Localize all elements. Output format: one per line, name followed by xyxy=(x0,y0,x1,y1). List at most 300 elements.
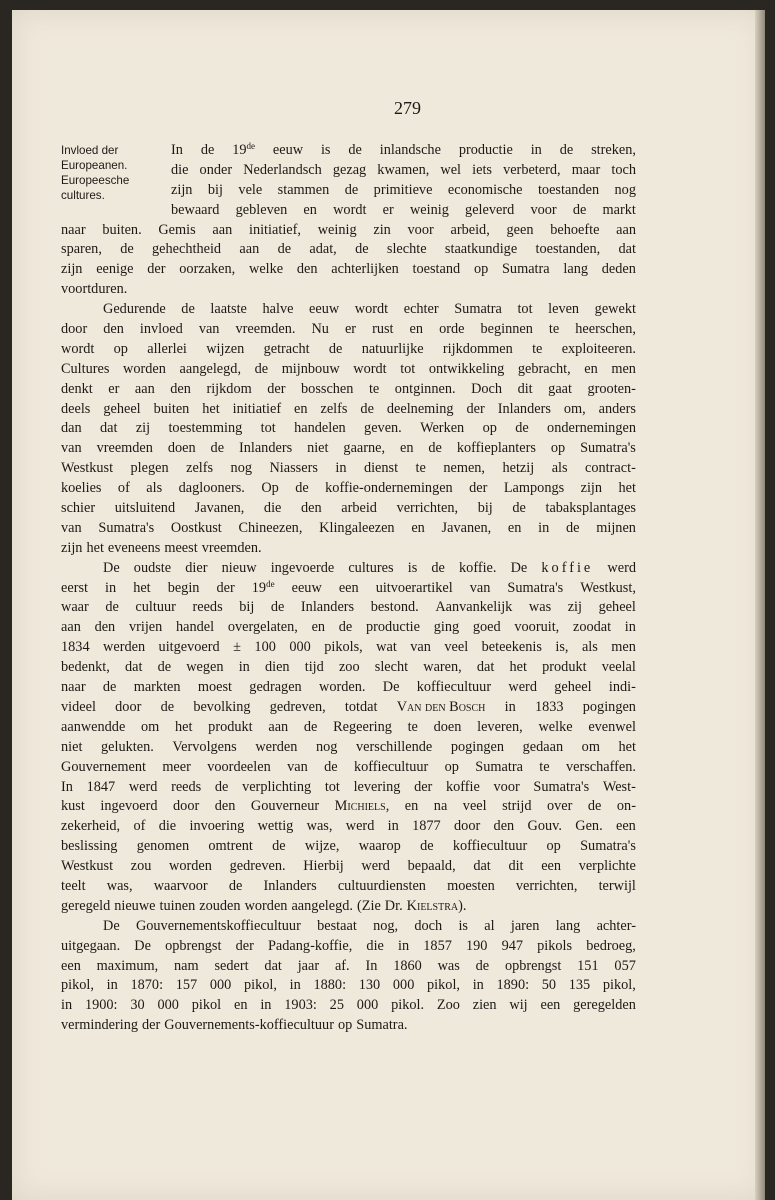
word: zelfs xyxy=(320,400,348,417)
word: de xyxy=(431,559,445,576)
word: reeds xyxy=(171,778,202,795)
text-line xyxy=(61,221,636,241)
word: koffie-ondernemingen xyxy=(325,480,453,497)
word: moesten xyxy=(447,877,495,894)
word: op xyxy=(550,440,566,457)
word: 1880: xyxy=(313,977,347,994)
word: die xyxy=(158,818,177,835)
word: bedroeg, xyxy=(586,937,636,954)
word: der xyxy=(216,579,235,596)
word: was xyxy=(437,957,460,974)
word: 1903: xyxy=(284,997,317,1014)
word: voortduren. xyxy=(61,281,128,298)
text-line xyxy=(61,459,636,479)
word: Klingaleezen xyxy=(319,519,395,536)
word: te xyxy=(539,758,550,775)
word: gedreven, xyxy=(269,698,326,715)
word: toch xyxy=(611,161,636,178)
word: wij xyxy=(509,997,528,1014)
word: vreemden xyxy=(96,440,153,457)
word: om xyxy=(141,718,160,735)
word: streken, xyxy=(591,142,636,158)
word: de xyxy=(428,440,442,457)
text-line xyxy=(61,1016,636,1036)
word: koffiecultuur xyxy=(452,838,528,855)
word: worden xyxy=(244,897,288,914)
word: sparen, xyxy=(61,241,102,258)
word: dat xyxy=(618,241,636,258)
word: op xyxy=(337,1017,353,1034)
word: verschaffen. xyxy=(565,758,636,775)
word: koffiecultuur xyxy=(353,758,429,775)
word: buiten xyxy=(153,400,190,417)
word: Inlanders xyxy=(263,877,317,894)
word: bosschen xyxy=(301,380,354,397)
word: te xyxy=(368,380,380,397)
word: goed xyxy=(472,619,501,636)
word: natuurlijke xyxy=(361,340,424,357)
word: was, xyxy=(306,818,333,835)
word: geheel xyxy=(598,599,636,616)
word: mijnbouw xyxy=(281,360,340,377)
word: gaarne, xyxy=(343,440,386,457)
word: toestemming xyxy=(168,420,243,437)
word: of xyxy=(133,818,146,835)
text-line xyxy=(61,320,636,340)
word: lang xyxy=(563,261,589,278)
word: Javanen, xyxy=(194,500,245,517)
word: initiatief, xyxy=(248,221,301,238)
word: Doch xyxy=(471,380,503,397)
word: de xyxy=(200,142,215,158)
word: leveren, xyxy=(477,718,523,735)
word: den xyxy=(94,619,116,636)
word: tot xyxy=(400,360,416,377)
word: arbeid, xyxy=(450,221,490,238)
word: naar xyxy=(61,679,86,696)
word: moest xyxy=(197,679,232,696)
word: door xyxy=(454,818,481,835)
word: bestond. xyxy=(370,599,419,616)
word: stammen xyxy=(277,181,330,198)
word: verplichte xyxy=(578,858,636,875)
word: 000 xyxy=(289,639,311,656)
word: zijn xyxy=(580,480,603,497)
word: oudste xyxy=(133,559,172,576)
word: in xyxy=(106,977,118,994)
word: waren, xyxy=(423,659,462,676)
word: cultuur xyxy=(135,599,176,616)
word: op xyxy=(444,758,459,775)
word: kust xyxy=(61,798,85,815)
word: denkt xyxy=(61,380,93,397)
word: waar xyxy=(61,599,89,616)
word: totdat xyxy=(344,698,378,715)
word: Lampongs xyxy=(503,480,565,497)
word: maximum, xyxy=(96,957,159,974)
word: wijze, xyxy=(304,838,340,855)
word: Van den Bosch xyxy=(396,698,486,715)
text-line xyxy=(61,598,636,618)
word: en xyxy=(411,519,425,536)
word: de xyxy=(157,659,172,676)
word: zou xyxy=(130,858,152,875)
word: initiatief xyxy=(232,400,282,417)
word: gebleven xyxy=(235,201,288,218)
word: door xyxy=(115,698,142,715)
word: Gouv. xyxy=(527,818,562,835)
word: Westkust, xyxy=(580,579,636,596)
word: vreemden. xyxy=(201,539,262,556)
word: 000 xyxy=(157,997,179,1014)
text-line xyxy=(61,439,636,459)
word: achter- xyxy=(596,917,636,934)
word: waarop xyxy=(358,838,401,855)
word: in xyxy=(238,659,250,676)
word: pikol, xyxy=(244,977,277,994)
word: meer xyxy=(162,758,191,775)
word: van xyxy=(410,639,431,656)
word: jaren xyxy=(510,917,540,934)
word: verrichten, xyxy=(515,877,578,894)
word: aangelegd, xyxy=(179,360,242,377)
word: Gouvernements-koffiecultuur xyxy=(164,1017,334,1034)
word: buiten. xyxy=(102,221,142,238)
word: Sumatra xyxy=(501,261,550,278)
word: 1900: xyxy=(84,997,118,1014)
word: 157 xyxy=(175,977,198,994)
word: grooten- xyxy=(587,380,636,397)
word: de xyxy=(277,241,292,258)
word: mijnen xyxy=(596,519,636,536)
text-line xyxy=(61,738,636,758)
margin-note-line: Invloed der xyxy=(61,144,119,157)
word: primitieve xyxy=(373,181,433,198)
word: vreemden. xyxy=(235,321,296,338)
word: inlandsche xyxy=(379,142,441,158)
word: en xyxy=(294,400,308,417)
word: dan xyxy=(61,420,82,437)
word: weinig xyxy=(409,201,449,218)
word: te xyxy=(415,460,426,477)
word: 1833 xyxy=(534,698,564,715)
page-spine-edge xyxy=(755,10,765,1200)
word: de xyxy=(515,420,529,437)
word: eeuw xyxy=(309,301,340,318)
word: de xyxy=(303,718,318,735)
word: dit xyxy=(517,380,533,397)
word: schier xyxy=(61,500,96,517)
word: nog xyxy=(614,181,636,198)
word: terwijl xyxy=(598,877,636,894)
word: 1857 xyxy=(423,937,452,954)
word: opbrengst xyxy=(504,957,562,974)
word: slechte xyxy=(386,241,427,258)
word: arbeid xyxy=(341,500,377,517)
page-number: 279 xyxy=(394,98,421,118)
word: strijd xyxy=(502,798,532,815)
word: slecht xyxy=(374,659,409,676)
word: vooruit, xyxy=(514,619,560,636)
word: plegen xyxy=(130,460,169,477)
word: 130 xyxy=(358,977,381,994)
word: Gedurende xyxy=(103,301,166,318)
word: 1890: xyxy=(496,977,530,994)
word: De xyxy=(382,679,400,696)
word: tijd xyxy=(304,659,324,676)
word: in xyxy=(335,460,347,477)
word: in xyxy=(538,519,550,536)
word: gelukten. xyxy=(101,738,154,755)
word: wel xyxy=(440,161,462,178)
word: Hierbij xyxy=(303,858,344,875)
word: bepaald, xyxy=(407,858,456,875)
word: verbeterd, xyxy=(503,161,561,178)
word: te xyxy=(548,321,560,338)
word: contract- xyxy=(585,460,636,477)
word: 100 xyxy=(254,639,276,656)
word: achterlijken xyxy=(331,261,399,278)
word: productie xyxy=(458,142,513,158)
word: in xyxy=(504,698,516,715)
word: het xyxy=(618,480,636,497)
word: de xyxy=(210,440,225,457)
word: was, xyxy=(106,877,133,894)
word: het xyxy=(133,579,151,596)
word: de xyxy=(102,679,117,696)
text-line xyxy=(61,638,636,658)
word: 000 xyxy=(392,977,415,994)
word: op xyxy=(482,420,497,437)
word: de xyxy=(228,877,243,894)
word: al xyxy=(484,917,495,934)
text-line xyxy=(61,360,636,380)
word: is, xyxy=(555,639,569,656)
word: pikol, xyxy=(602,977,636,994)
word: Op xyxy=(261,480,279,497)
word: 1834 xyxy=(61,639,90,656)
word: om xyxy=(581,738,600,755)
word: in xyxy=(530,142,542,158)
text-line xyxy=(61,181,636,201)
word: in xyxy=(289,977,301,994)
word: 947 xyxy=(501,937,524,954)
word: Westkust xyxy=(61,460,114,477)
word: in xyxy=(624,619,636,636)
word: dien xyxy=(264,659,290,676)
word: der xyxy=(469,480,488,497)
word: toestanden, xyxy=(535,241,601,258)
word: den xyxy=(170,380,191,397)
word: rust xyxy=(372,321,394,338)
text-line xyxy=(61,698,636,718)
word: Dr. xyxy=(384,897,403,914)
word: sedert xyxy=(214,957,249,974)
word: uitvoerartikel xyxy=(375,579,453,596)
word: In xyxy=(365,957,378,974)
word: of xyxy=(117,480,130,497)
text-line xyxy=(61,618,636,638)
word: der xyxy=(142,1017,161,1034)
word: rijkdom xyxy=(206,380,252,397)
word: De xyxy=(134,937,151,954)
word: gehechtheid xyxy=(152,241,222,258)
text-line xyxy=(61,857,636,877)
word: pikol xyxy=(191,997,222,1014)
word: zijn xyxy=(61,261,83,278)
word: in xyxy=(260,997,272,1014)
word: Sumatra's xyxy=(98,519,155,536)
word: aan xyxy=(61,619,81,636)
word: Javanen, xyxy=(441,519,492,536)
word: pikols, xyxy=(324,639,363,656)
word: was xyxy=(528,599,552,616)
word: der xyxy=(267,380,286,397)
word: de xyxy=(420,838,434,855)
word: wat xyxy=(376,639,397,656)
word: nog xyxy=(315,738,338,755)
word: produkt xyxy=(542,659,587,676)
word: tuinen xyxy=(159,897,196,914)
word: dienst xyxy=(363,460,399,477)
word: niet xyxy=(61,738,83,755)
word: en xyxy=(400,440,414,457)
word: zijn xyxy=(171,181,193,198)
word: zijn xyxy=(61,539,83,556)
word: van xyxy=(61,519,82,536)
word: de xyxy=(566,519,580,536)
word: economische xyxy=(447,181,523,198)
word: te xyxy=(407,718,418,735)
word: Gouvernement xyxy=(61,758,146,775)
word: Kielstra). xyxy=(406,897,467,914)
word: on- xyxy=(616,798,636,815)
word: welke xyxy=(538,718,573,735)
word: Gouvernementskoffiecultuur xyxy=(135,917,301,934)
word: eeuw xyxy=(272,142,304,158)
word: veel xyxy=(444,639,469,656)
word: na xyxy=(433,798,448,815)
word: gebracht, xyxy=(517,360,571,377)
word: van xyxy=(61,440,82,457)
word: koffieplanters xyxy=(456,440,536,457)
word: aan xyxy=(268,718,289,735)
word: Niassers xyxy=(269,460,318,477)
word: en xyxy=(584,360,598,377)
word: de xyxy=(181,301,195,318)
word: doen xyxy=(167,440,196,457)
word: dit xyxy=(508,858,524,875)
word: Sumatra's xyxy=(580,838,636,855)
word: voor xyxy=(493,778,520,795)
word: Nu xyxy=(311,321,329,338)
word: dat xyxy=(124,659,143,676)
word: aan xyxy=(212,221,233,238)
word: den xyxy=(103,321,124,338)
word: pogingen xyxy=(450,738,505,755)
word: de xyxy=(160,698,175,715)
word: gedaan xyxy=(522,738,564,755)
word: lang xyxy=(555,917,581,934)
word: anders xyxy=(598,400,636,417)
word: op xyxy=(473,261,489,278)
word: over xyxy=(547,798,573,815)
word: invloed xyxy=(139,321,183,338)
word: op xyxy=(546,838,561,855)
text-line xyxy=(61,718,636,738)
word: nam xyxy=(174,957,199,974)
word: en xyxy=(311,619,326,636)
word: nog, xyxy=(373,917,399,934)
word: bij xyxy=(207,181,223,198)
word: reeds xyxy=(192,599,223,616)
word: zij xyxy=(135,420,151,437)
word: nemen, xyxy=(443,460,486,477)
word: omtrent xyxy=(208,838,253,855)
word: de xyxy=(272,838,286,855)
word: behoefte xyxy=(550,221,600,238)
word: opbrengst xyxy=(165,937,222,954)
word: Gen. xyxy=(575,818,603,835)
word: wordt xyxy=(354,301,389,318)
word: doen xyxy=(433,718,462,735)
body-text xyxy=(61,141,636,1036)
word: pogingen xyxy=(582,698,636,715)
word: Gemis xyxy=(158,221,196,238)
word: zouden xyxy=(199,897,241,914)
word: te xyxy=(532,340,543,357)
word: 000 xyxy=(356,997,379,1014)
word: uitgevoerd xyxy=(158,639,220,656)
word: dat xyxy=(473,858,491,875)
word: doch xyxy=(414,917,443,934)
word: staatkundige xyxy=(444,241,518,258)
word: het xyxy=(86,539,104,556)
word: de xyxy=(475,957,490,974)
word: de xyxy=(572,201,587,218)
text-line xyxy=(61,400,636,420)
word: pikol. xyxy=(391,997,425,1014)
word: af. xyxy=(334,957,350,974)
text-line xyxy=(61,539,636,559)
word: tot xyxy=(260,420,276,437)
word: exploiteeren. xyxy=(561,340,636,357)
word: zoodat xyxy=(572,619,612,636)
text-line xyxy=(61,340,636,360)
text-line xyxy=(61,797,636,817)
margin-note-line: cultures. xyxy=(61,189,105,202)
word: aan xyxy=(616,221,636,238)
word: markt xyxy=(602,201,636,218)
word: beginnen xyxy=(480,321,533,338)
text-line xyxy=(61,976,636,996)
word: die xyxy=(366,937,384,954)
word: 1860 xyxy=(393,957,422,974)
word: cultuurdiensten xyxy=(337,877,426,894)
text-line xyxy=(61,579,636,599)
word: geleverd xyxy=(465,201,515,218)
word: men xyxy=(611,639,636,656)
word: echter xyxy=(403,301,439,318)
word: Sumatra. xyxy=(356,1017,408,1034)
word: niet xyxy=(307,440,329,457)
word: de xyxy=(254,360,269,377)
word: 30 xyxy=(130,997,145,1014)
text-line xyxy=(61,300,636,320)
word: er xyxy=(108,380,120,397)
word: ingevoerd xyxy=(100,798,158,815)
word: bedenkt, xyxy=(61,659,110,676)
